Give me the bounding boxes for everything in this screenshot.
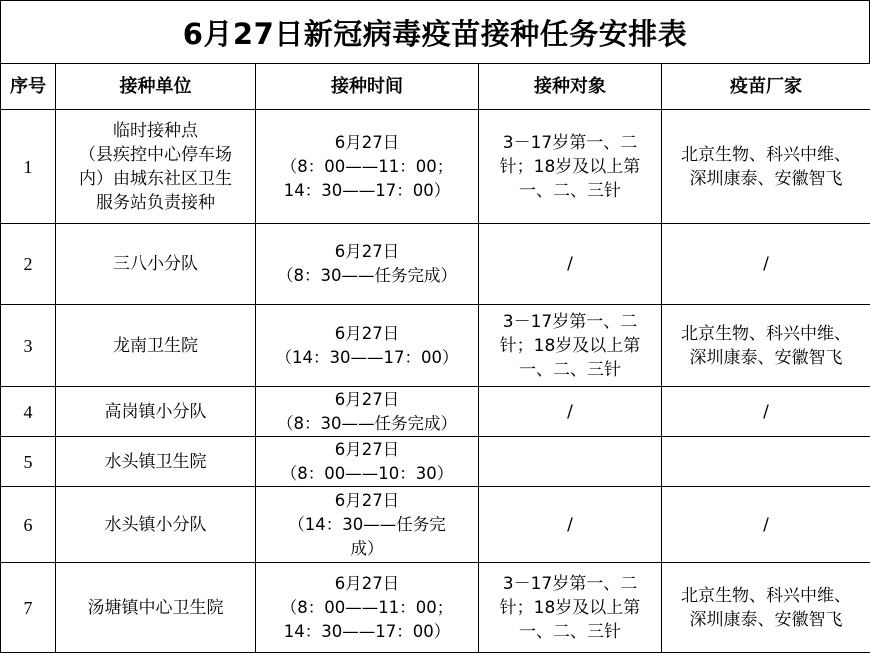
cell-maker-line: 深圳康泰、安徽智飞	[664, 346, 868, 370]
cell-target-line: /	[481, 513, 659, 537]
cell-time	[256, 387, 479, 437]
cell-unit	[56, 110, 256, 224]
cell-seq: 7	[1, 563, 56, 653]
cell-maker	[662, 110, 870, 224]
cell-target	[479, 437, 662, 487]
cell-time-line: （14：30——任务完	[258, 513, 476, 537]
cell-seq: 4	[1, 387, 56, 437]
cell-maker	[662, 305, 870, 387]
cell-time	[256, 487, 479, 563]
cell-target-line: 一、二、三针	[481, 620, 659, 644]
header-row	[1, 64, 870, 110]
cell-time	[256, 437, 479, 487]
cell-target	[479, 387, 662, 437]
cell-unit	[56, 437, 256, 487]
cell-unit-line: 水头镇小分队	[58, 513, 253, 537]
cell-unit-line: （县疾控中心停车场	[58, 143, 253, 167]
cell-maker-line: /	[664, 252, 868, 276]
cell-target	[479, 563, 662, 653]
cell-maker-line: 北京生物、科兴中维、	[664, 143, 868, 167]
cell-time-line: （8：00——10：30）	[258, 462, 476, 486]
cell-target-line: /	[481, 400, 659, 424]
cell-seq: 3	[1, 305, 56, 387]
table-row	[1, 305, 870, 387]
cell-time-line: （8：30——任务完成）	[258, 412, 476, 436]
cell-time-line: 6月27日	[258, 572, 476, 596]
cell-unit-line: 服务站负责接种	[58, 191, 253, 215]
cell-target-line: 3－17岁第一、二	[481, 310, 659, 334]
table-row	[1, 224, 870, 305]
cell-time	[256, 110, 479, 224]
cell-unit	[56, 563, 256, 653]
cell-target-line: 一、二、三针	[481, 179, 659, 203]
cell-target	[479, 224, 662, 305]
cell-maker	[662, 563, 870, 653]
cell-target-line: /	[481, 252, 659, 276]
table-row	[1, 110, 870, 224]
cell-unit-line: 临时接种点	[58, 119, 253, 143]
cell-unit-line: 汤塘镇中心卫生院	[58, 596, 253, 620]
cell-target-line: 一、二、三针	[481, 358, 659, 382]
cell-unit	[56, 305, 256, 387]
cell-time-line: （14：30——17：00）	[258, 346, 476, 370]
cell-maker-line: 北京生物、科兴中维、	[664, 322, 868, 346]
cell-time-line: 6月27日	[258, 438, 476, 462]
cell-time-line: （8：30——任务完成）	[258, 264, 476, 288]
cell-unit-line: 水头镇卫生院	[58, 450, 253, 474]
cell-time-line: 6月27日	[258, 240, 476, 264]
cell-time-line: （8：00——11：00；	[258, 155, 476, 179]
cell-unit-line: 龙南卫生院	[58, 334, 253, 358]
table-row	[1, 387, 870, 437]
cell-time-line: 6月27日	[258, 489, 476, 513]
cell-unit	[56, 224, 256, 305]
cell-seq: 6	[1, 487, 56, 563]
table-row	[1, 437, 870, 487]
page-title: 6月27日新冠病毒疫苗接种任务安排表	[0, 1, 870, 63]
cell-unit-line: 内）由城东社区卫生	[58, 167, 253, 191]
table-row	[1, 487, 870, 563]
header-unit: 接种单位	[56, 64, 256, 110]
cell-target-line: 针；18岁及以上第	[481, 155, 659, 179]
cell-time-line: 14：30——17：00）	[258, 179, 476, 203]
cell-time-line: 6月27日	[258, 388, 476, 412]
cell-time-line: 6月27日	[258, 131, 476, 155]
cell-target-line: 3－17岁第一、二	[481, 572, 659, 596]
schedule-table	[0, 63, 870, 653]
cell-maker-line: /	[664, 513, 868, 537]
cell-unit	[56, 387, 256, 437]
cell-time	[256, 305, 479, 387]
cell-maker-line: 北京生物、科兴中维、	[664, 584, 868, 608]
cell-seq: 1	[1, 110, 56, 224]
cell-maker	[662, 387, 870, 437]
cell-target-line: 针；18岁及以上第	[481, 596, 659, 620]
cell-time	[256, 224, 479, 305]
cell-target	[479, 487, 662, 563]
cell-seq: 5	[1, 437, 56, 487]
header-maker: 疫苗厂家	[662, 64, 870, 110]
header-seq: 序号	[1, 64, 56, 110]
cell-maker	[662, 437, 870, 487]
cell-time-line: 成）	[258, 537, 476, 561]
cell-seq: 2	[1, 224, 56, 305]
cell-target	[479, 305, 662, 387]
cell-time-line: 6月27日	[258, 322, 476, 346]
cell-maker-line: 深圳康泰、安徽智飞	[664, 167, 868, 191]
cell-target-line: 针；18岁及以上第	[481, 334, 659, 358]
cell-maker-line: 深圳康泰、安徽智飞	[664, 608, 868, 632]
cell-maker	[662, 487, 870, 563]
cell-maker	[662, 224, 870, 305]
cell-unit-line: 三八小分队	[58, 252, 253, 276]
cell-time-line: 14：30——17：00）	[258, 620, 476, 644]
cell-time	[256, 563, 479, 653]
cell-target	[479, 110, 662, 224]
table-row	[1, 563, 870, 653]
header-time: 接种时间	[256, 64, 479, 110]
header-target: 接种对象	[479, 64, 662, 110]
cell-target-line: 3－17岁第一、二	[481, 131, 659, 155]
cell-maker-line: /	[664, 400, 868, 424]
cell-unit-line: 高岗镇小分队	[58, 400, 253, 424]
cell-time-line: （8：00——11：00；	[258, 596, 476, 620]
cell-unit	[56, 487, 256, 563]
